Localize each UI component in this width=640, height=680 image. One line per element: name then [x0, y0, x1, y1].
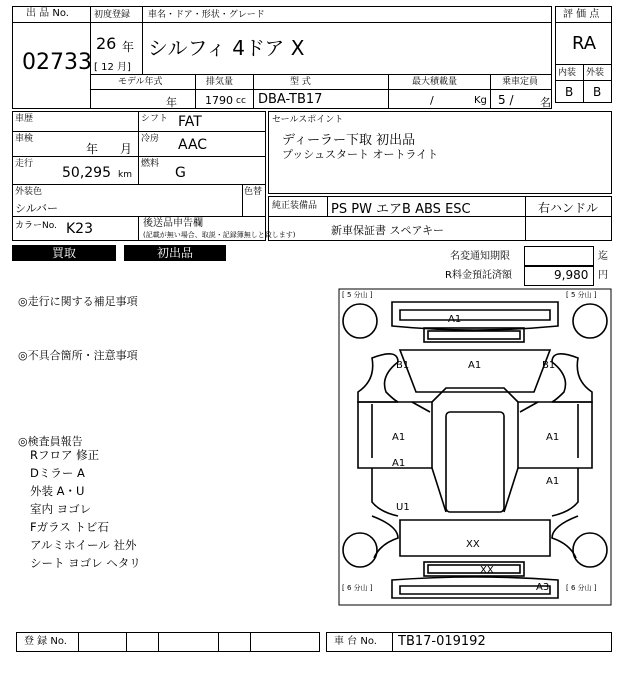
- overall-rating: RA: [572, 33, 597, 54]
- equipment-label: 純正装備品: [272, 201, 318, 211]
- mark-rear-corner: A3: [536, 582, 550, 593]
- interior-label: 内装: [558, 68, 577, 78]
- history-label: 車歴: [15, 114, 34, 124]
- displacement-label: 排気量: [206, 77, 234, 87]
- mileage: 50,295: [62, 165, 111, 181]
- chassis-number-label: 車 台 No.: [334, 636, 377, 647]
- equipment-value: PS PW エアB ABS ESC: [331, 202, 471, 217]
- equipment-extras: 新車保証書 スペアキー: [331, 224, 445, 237]
- mileage-unit: km: [118, 170, 132, 180]
- mark-trunk: XX: [466, 539, 480, 550]
- mark-hood: A1: [468, 360, 482, 371]
- max-load-label: 最大積載量: [412, 77, 458, 87]
- sales-point-2: プッシュスタート オートライト: [282, 148, 439, 161]
- first-listing-tag: 初出品: [124, 245, 226, 261]
- exterior-label: 外装: [586, 68, 605, 78]
- car-name-label: 車名・ドア・形状・グレード: [148, 10, 265, 20]
- roof-outline: [446, 412, 504, 512]
- defects-heading: ◎不具合箇所・注意事項: [18, 349, 138, 362]
- name-change-deadline-box: [524, 246, 594, 266]
- color-no: K23: [66, 221, 93, 237]
- mark-left-quarter: U1: [396, 502, 410, 513]
- report-line: Rフロア 修正: [30, 448, 100, 462]
- mark-rear-bumper: XX: [480, 565, 494, 576]
- mileage-label: 走行: [15, 159, 34, 169]
- inspection-year-unit: 年: [86, 142, 99, 156]
- mark-right-rear-door: A1: [546, 476, 560, 487]
- color-change-label: 色替: [244, 187, 263, 197]
- right-front-fender-outline: [552, 354, 592, 402]
- delivery-label: 後送品申告欄: [143, 218, 203, 229]
- registration-month: [ 12 月]: [94, 62, 131, 73]
- rear-right-tire-icon: [573, 533, 607, 567]
- registration-number-label: 登 録 No.: [24, 636, 67, 647]
- model-code-label: 型 式: [290, 77, 311, 87]
- tire-rear-right-label: [ 6 分山 ]: [566, 584, 597, 592]
- color-no-label: カラーNo.: [15, 221, 57, 231]
- mark-front-bumper: A1: [448, 314, 462, 325]
- exterior-color: シルバー: [15, 202, 58, 215]
- interior-grade: B: [565, 85, 574, 99]
- mark-right-front-fender: B1: [542, 360, 556, 371]
- recycle-fee-unit: 円: [598, 270, 608, 281]
- capacity: 5 /: [498, 93, 514, 107]
- model-year-label: モデル年式: [118, 77, 163, 87]
- report-line: Dミラー A: [30, 466, 85, 480]
- report-line: 外装 A・U: [30, 484, 85, 498]
- sales-point-1: ディーラー下取 初出品: [282, 133, 416, 148]
- front-left-tire-icon: [343, 304, 377, 338]
- driving-notes-heading: ◎走行に関する補足事項: [18, 295, 138, 308]
- front-right-tire-icon: [573, 304, 607, 338]
- max-load: /: [430, 94, 434, 107]
- ac-label: 冷房: [141, 134, 160, 144]
- lot-number-label: 出 品 No.: [26, 8, 69, 19]
- shift-label: シフト: [141, 114, 169, 124]
- first-registration-label: 初度登録: [94, 10, 131, 20]
- report-line: シート ヨゴレ ヘタリ: [30, 556, 141, 570]
- max-load-unit: Kg: [474, 95, 487, 106]
- mark-left-front-door: A1: [392, 432, 406, 443]
- trunk-outline: [400, 520, 550, 556]
- rear-left-tire-icon: [343, 533, 377, 567]
- registration-year: 26: [96, 34, 117, 53]
- hood-outline: [400, 350, 550, 392]
- drive-side: 右ハンドル: [538, 201, 599, 215]
- delivery-note: (記載が無い場合、取説・記録簿無しと致します): [143, 231, 296, 239]
- car-damage-diagram: [338, 288, 612, 606]
- model-code: DBA-TB17: [258, 92, 323, 107]
- tire-rear-left-label: [ 6 分山 ]: [342, 584, 373, 592]
- mark-left-rear-door: A1: [392, 458, 406, 469]
- mark-left-front-fender: B1: [396, 360, 410, 371]
- report-line: Fガラス トビ石: [30, 520, 109, 534]
- tire-front-left-label: [ 5 分山 ]: [342, 291, 373, 299]
- inspection-label: 車検: [15, 134, 34, 144]
- report-line: 室内 ヨゴレ: [30, 502, 92, 516]
- fuel-value: G: [175, 165, 186, 181]
- inspector-report-heading: ◎検査員報告: [18, 435, 83, 448]
- name-change-unit: 迄: [598, 251, 608, 262]
- purchase-tag: 買取: [12, 245, 116, 261]
- shift-value: FAT: [178, 114, 202, 130]
- mark-right-front-door: A1: [546, 432, 560, 443]
- capacity-unit: 名: [540, 96, 551, 109]
- recycle-fee: 9,980: [554, 268, 589, 282]
- displacement-unit: cc: [236, 96, 246, 106]
- rear-bumper-outline: [392, 577, 558, 598]
- exterior-grade: B: [593, 85, 602, 99]
- displacement: 1790: [205, 94, 233, 107]
- name-change-deadline-label: 名変通知期限: [450, 251, 510, 262]
- report-line: アルミホイール 社外: [30, 538, 137, 552]
- registration-year-unit: 年: [122, 40, 135, 54]
- left-front-fender-outline: [358, 354, 398, 402]
- fuel-label: 燃料: [141, 159, 160, 169]
- inspection-month-unit: 月: [120, 142, 133, 156]
- capacity-label: 乗車定員: [502, 77, 539, 87]
- car-name: シルフィ 4ドア X: [148, 36, 305, 60]
- rating-label: 評 価 点: [563, 9, 600, 20]
- ac-value: AAC: [178, 137, 208, 153]
- sales-points-label: セールスポイント: [272, 115, 344, 125]
- chassis-number: TB17-019192: [398, 634, 486, 649]
- exterior-color-label: 外装色: [15, 187, 43, 197]
- recycle-fee-label: R料金預託済額: [445, 270, 512, 281]
- tire-front-right-label: [ 5 分山 ]: [566, 291, 597, 299]
- front-bumper-outline: [392, 302, 558, 330]
- lot-number: 02733: [22, 50, 92, 75]
- model-year-unit: 年: [166, 96, 177, 109]
